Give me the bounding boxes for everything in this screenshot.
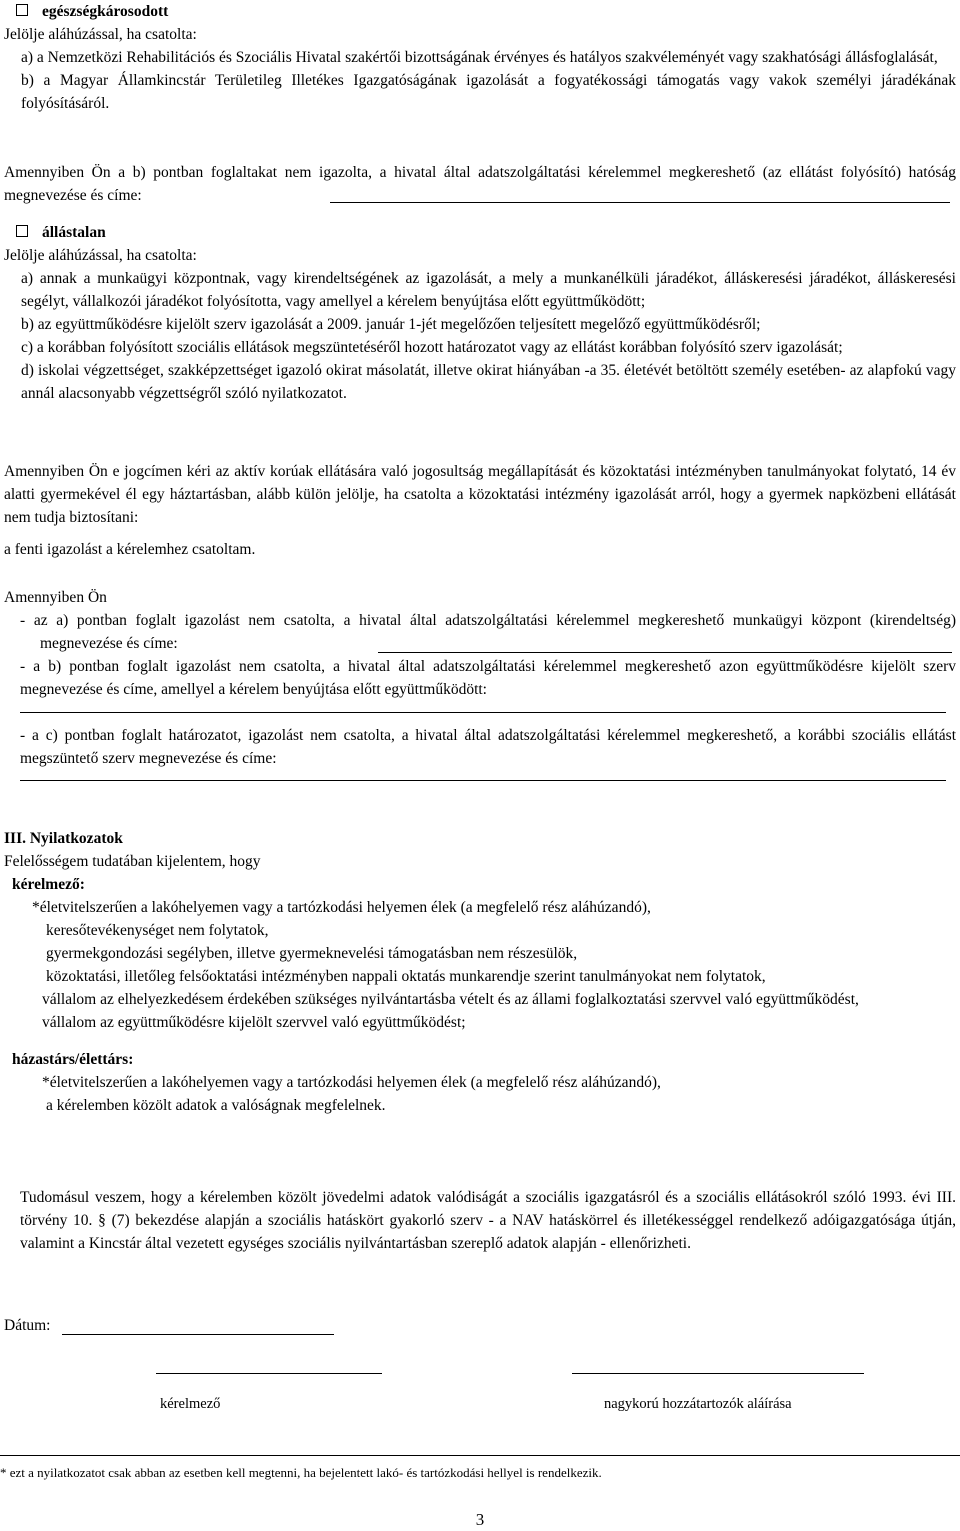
applicant-signature-label: kérelmező — [160, 1396, 221, 1412]
section-disabled — [4, 0, 956, 115]
section4-intro: Amennyiben Ön — [4, 589, 107, 606]
applicant-label: kérelmező: — [12, 876, 85, 893]
acknowledgement-block — [20, 1186, 956, 1255]
checkbox-disabled[interactable] — [16, 4, 28, 16]
section2-item-b: b) az együttműködésre kijelölt szerv igazolását a 2009. január 1-jét megelőzően teljesített megelőző együttműködésről; — [21, 316, 761, 333]
section2-item-c: c) a korábban folyósított szociális ellátások megszüntetéséről hozott határozatot vagy az ellátást korábban folyósító szerv igazolását; — [21, 339, 843, 356]
applicant-line-3: közoktatási, illetőleg felsőoktatási intézményben nappali oktatás munkarendje szerint tanulmányokat nem folytatok, — [46, 968, 766, 985]
section-unemployed — [4, 221, 956, 405]
spouse-line-0: *életvitelszerűen a lakóhelyemen vagy a tartózkodási helyemen élek (a megfelelő rész aláhúzandó), — [42, 1074, 661, 1091]
section3-attached-block — [4, 538, 956, 561]
declarations-intro: Felelősségem tudatában kijelentem, hogy — [4, 853, 261, 870]
terminating-body-line[interactable] — [20, 780, 946, 781]
section1-note-block — [4, 161, 956, 207]
spouse-label: házastárs/élettárs: — [12, 1051, 134, 1068]
section1-intro: Jelölje aláhúzással, ha csatolta: — [4, 26, 197, 43]
authority-name-line[interactable] — [330, 202, 950, 203]
declarations-section — [4, 827, 956, 1117]
date-line[interactable] — [62, 1334, 334, 1335]
applicant-line-0: *életvitelszerűen a lakóhelyemen vagy a tartózkodási helyemen élek (a megfelelő rész aláhúzandó), — [32, 899, 651, 916]
section3-attached: a fenti igazolást a kérelemhez csatoltam. — [4, 541, 256, 558]
spouse-line-1: a kérelemben közölt adatok a valóságnak megfelelnek. — [46, 1097, 386, 1114]
employment-center-line[interactable] — [378, 652, 952, 653]
section1-note: Amennyiben Ön a b) pontban foglaltakat nem igazolta, a hivatal által adatszolgáltatási kérelemmel megkereshető (az ellátást folyósító) hatóság megnevezése és címe: — [4, 164, 956, 204]
section2-item-a: a) annak a munkaügyi központnak, vagy kirendeltségének az igazolását, a mely a munkanélküli járadékot, álláskeresési járadékot, álláskeresési segélyt, vállalkozói járadékot folyósította, vagy amellyel a kérelem benyújtása előtt együttműködött; — [21, 270, 956, 310]
section2-item-d: d) iskolai végzettséget, szakképzettséget igazoló okirat másolatát, illetve okirat hiányában -a 35. életévét betöltött személy esetében- az alapfokú vagy annál alacsonyabb végzettségről szóló nyilatkozatot. — [21, 362, 956, 402]
section3-paragraph: Amennyiben Ön e jogcímen kéri az aktív korúak ellátására való jogosultság megállapítását és közoktatási intézményben tanulmányokat folytató, 14 év alatti gyermekével él egy háztartásban, alább külön jelölje, ha csatolta a közoktatási intézmény igazolását arról, hogy a gyermek napközbeni ellátását nem tudja biztosítani: — [4, 463, 956, 526]
section2-intro: Jelölje aláhúzással, ha csatolta: — [4, 247, 197, 264]
adult-signature-label: nagykorú hozzátartozók aláírása — [604, 1396, 792, 1412]
section-school-child — [4, 460, 956, 529]
applicant-line-1: keresőtevékenységet nem folytatok, — [46, 922, 269, 939]
heading-disabled: egészségkárosodott — [42, 3, 169, 20]
footnote: * ezt a nyilatkozatot csak abban az esetben kell megtenni, ha bejelentett lakó- és tartózkodási hellyel is rendelkezik. — [0, 1465, 602, 1480]
applicant-line-2: gyermekgondozási segélyben, illetve gyermeknevelési támogatásban nem részesülök, — [46, 945, 578, 962]
applicant-line-5: vállalom az együttműködésre kijelölt szervvel való együttműködést; — [42, 1014, 466, 1031]
footnote-separator — [0, 1455, 960, 1456]
applicant-signature-line[interactable] — [156, 1373, 382, 1374]
section1-item-b: b) a Magyar Államkincstár Területileg Illetékes Igazgatóságának igazolását a fogyatékossági támogatás vagy vakok személyi járadékának folyósításáról. — [21, 72, 956, 112]
section4-item-b: - a b) pontban foglalt igazolást nem csatolta, a hivatal által adatszolgáltatási kérelemmel megkereshető azon együttműködésre kijelölt szerv megnevezése és címe, amellyel a kérelem benyújtása előtt együttműködött: — [20, 658, 956, 698]
declarations-heading: III. Nyilatkozatok — [4, 830, 123, 847]
section1-item-a: a) a Nemzetközi Rehabilitációs és Szociális Hivatal szakértői bizottságának érvényes és hatályos szakvéleményét vagy szakhatósági állásfoglalását, — [21, 49, 938, 66]
section-missing-docs — [4, 586, 956, 770]
cooperation-body-line[interactable] — [20, 712, 946, 713]
page-number: 3 — [475, 1510, 485, 1529]
acknowledgement-text: Tudomásul veszem, hogy a kérelemben közölt jövedelmi adatok valódiságát a szociális igazgatásról és a szociális ellátásokról szóló 1993. évi III. törvény 10. § (7) bekezdése alapján a szociális hatáskört gyakorló szerv - a NAV hatáskörrel és illetékességgel rendelkező adóigazgatósága útján, valamint a Kincstár által vezetett egységes szociális nyilvántartásban szereplő adatok alapján - ellenőrizheti. — [20, 1189, 956, 1252]
section4-item-c: - a c) pontban foglalt határozatot, igazolást nem csatolta, a hivatal által adatszolgáltatási kérelemmel megkereshető, a korábbi szociális ellátást megszüntető szerv megnevezése és címe: — [20, 727, 956, 767]
adult-signature-line[interactable] — [572, 1373, 864, 1374]
heading-unemployed: állástalan — [42, 224, 106, 241]
checkbox-unemployed[interactable] — [16, 225, 28, 237]
section4-item-a: - az a) pontban foglalt igazolást nem csatolta, a hivatal által adatszolgáltatási kérelemmel megkereshető munkaügyi központ (kirendeltség) megnevezése és címe: — [20, 612, 956, 652]
applicant-line-4: vállalom az elhelyezkedésem érdekében szükséges nyilvántartásba vételt és az állami foglalkoztatási szervvel való együttműködést, — [42, 991, 859, 1008]
date-label: Dátum: — [4, 1317, 51, 1334]
